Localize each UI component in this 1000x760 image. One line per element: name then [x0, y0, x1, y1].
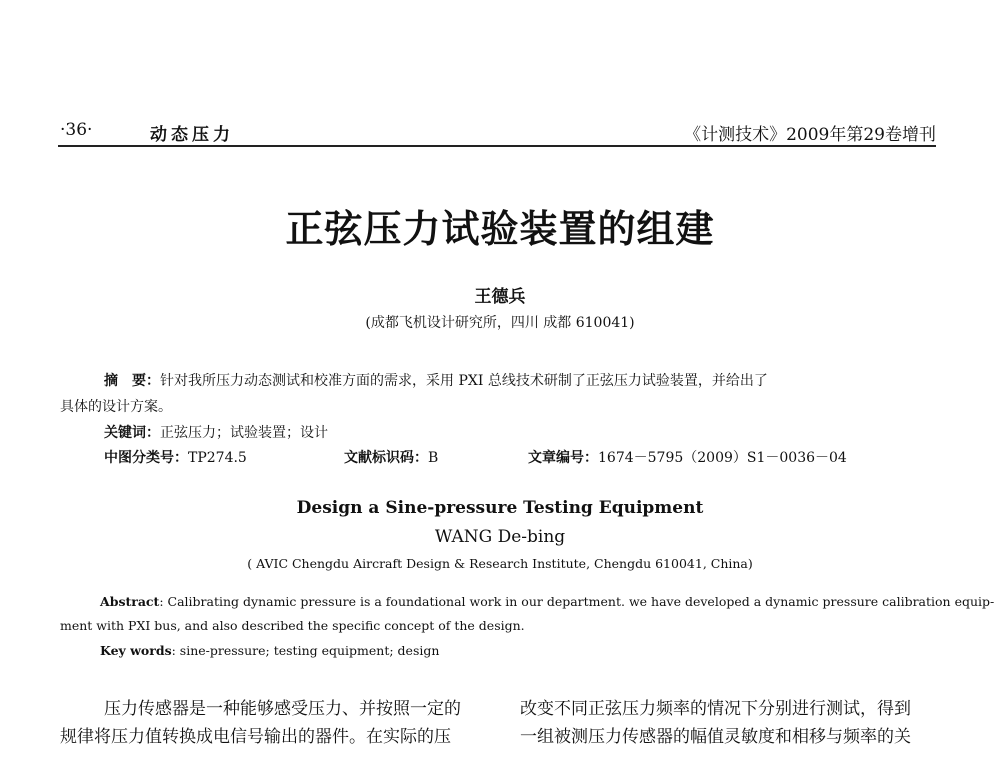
header-rule — [58, 145, 936, 147]
article-number-value: 1674－5795（2009）S1－0036－04 — [598, 450, 847, 466]
journal-name: 《计测技术》2009年第29卷增刊 — [684, 125, 936, 145]
clc-number — [104, 447, 247, 467]
abstract-cn — [104, 370, 768, 390]
body-left-line2: 规律将压力值转换成电信号输出的器件。在实际的压 — [60, 727, 451, 747]
doc-code — [344, 447, 438, 467]
abstract-label: 摘 要： — [104, 373, 160, 389]
doc-code-value: B — [428, 450, 439, 466]
article-number-label: 文章编号： — [528, 450, 598, 466]
english-abstract-label: Abstract — [100, 594, 160, 609]
english-keywords — [100, 643, 439, 658]
page-number: ·36· — [60, 120, 93, 140]
clc-value: TP274.5 — [188, 450, 247, 466]
body-right-line1: 改变不同正弦压力频率的情况下分别进行测试，得到 — [520, 699, 911, 719]
english-abstract-line2: ment with PXI bus, and also described the specific concept of the design. — [60, 618, 525, 633]
english-keywords-label: Key words — [100, 643, 172, 658]
keywords-text: 正弦压力；试验装置；设计 — [160, 425, 328, 441]
english-abstract-line1: : Calibrating dynamic pressure is a foundational work in our department. we have developed a dynamic pressure calibration equip- — [159, 594, 995, 609]
doc-code-label: 文献标识码： — [344, 450, 428, 466]
paper-title: 正弦压力试验装置的组建 — [285, 206, 715, 251]
english-keywords-text: : sine-pressure; testing equipment; design — [171, 643, 440, 658]
section-title: 动态压力 — [150, 125, 234, 145]
english-abstract — [100, 594, 994, 609]
english-title: Design a Sine-pressure Testing Equipment — [296, 498, 704, 518]
keywords-cn — [104, 422, 328, 442]
affiliation: (成都飞机设计研究所，四川 成都 610041) — [365, 315, 635, 331]
abstract-text-line1: 针对我所压力动态测试和校准方面的需求，采用 PXI 总线技术研制了正弦压力试验装置，并给出了 — [160, 373, 768, 389]
abstract-text-line2: 具体的设计方案。 — [60, 399, 172, 415]
keywords-label: 关键词： — [104, 425, 160, 441]
body-left-line1: 压力传感器是一种能够感受压力、并按照一定的 — [104, 699, 461, 719]
english-affiliation: ( AVIC Chengdu Aircraft Design & Research Institute, Chengdu 610041, China) — [247, 556, 753, 571]
english-author: WANG De-bing — [434, 527, 566, 547]
article-number — [528, 447, 847, 467]
author: 王德兵 — [474, 287, 526, 307]
clc-label: 中图分类号： — [104, 450, 188, 466]
body-right-line2: 一组被测压力传感器的幅值灵敏度和相移与频率的关 — [520, 727, 911, 747]
